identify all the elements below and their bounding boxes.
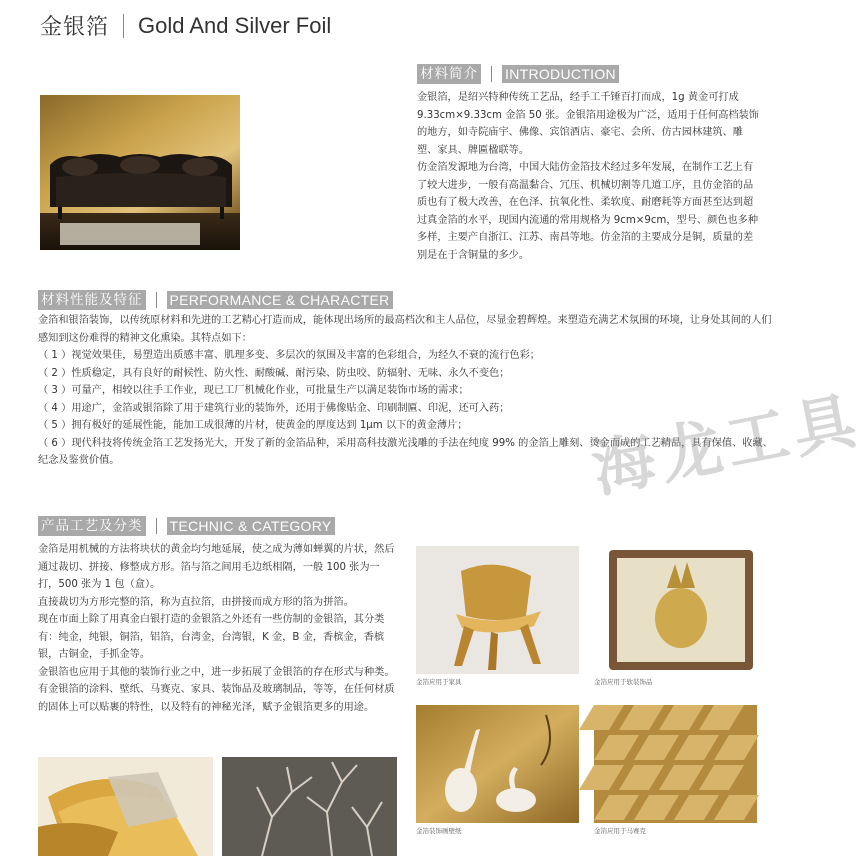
performance-item: （ 5 ）拥有极好的延展性能，能加工成很薄的片材，使黄金的厚度达到 1μm 以下的黄金薄片； xyxy=(38,420,468,431)
caption-furniture: 金箔应用于家具 xyxy=(416,678,462,686)
heading-divider xyxy=(156,518,157,534)
performance-item: （ 4 ）用途广，金箔或银箔除了用于建筑行业的装饰外，还用于佛像贴金、印刷制匾、印泥，还可入药； xyxy=(38,402,510,414)
intro-paragraph: 金银箔，是绍兴特种传统工艺品，经手工千锤百打而成，1g 黄金可打成 9.33cm×9.33cm 金箔 50 张。金银箔用途极为广泛，适用于任何高档装饰的地方，如寺院庙宇、佛像、宾馆酒店、豪宅、会所、仿古园林建筑、雕塑、家具、牌匾楹联等。 xyxy=(417,92,759,156)
technic-paragraph: 现在市面上除了用真金白银打造的金银箔之外还有一些仿制的金银箔，其分类有：纯金，纯银，铜箔，铝箔，台湾金，台湾银，K 金，B 金，香槟金，香槟银，古铜金，手抓金等。 xyxy=(38,614,385,660)
sofa-gold-wall-image xyxy=(40,95,240,250)
heading-divider xyxy=(491,66,492,82)
performance-heading-cn: 材料性能及特征 xyxy=(38,290,146,310)
caption-soft-decor: 金箔应用于软装饰品 xyxy=(594,678,653,686)
performance-item: （ 3 ）可量产，相较以往手工作业，现已工厂机械化作业，可批量生产以满足装饰市场的需求； xyxy=(38,385,469,396)
heading-divider xyxy=(156,292,157,308)
gold-chair-image xyxy=(416,546,579,674)
gilded-branches-image xyxy=(222,757,397,856)
intro-text xyxy=(417,89,762,264)
technic-text xyxy=(38,541,400,716)
performance-heading-en: PERFORMANCE & CHARACTER xyxy=(167,291,393,309)
performance-item: （ 6 ）现代科技将传统金箔工艺发扬光大，开发了新的金箔品种，采用高科技激光浅雕的手法在纯度 99% 的金箔上雕刻、烫金而成的工艺精品，具有保值、收藏、纪念及鉴赏价值。 xyxy=(38,437,773,466)
watermark: 海龙工具 xyxy=(586,382,868,507)
page-title xyxy=(40,10,331,41)
technic-heading xyxy=(38,516,335,536)
technic-paragraph: 直接裁切为方形完整的箔，称为直拉箔，由拼接而成方形的箔为拼箔。 xyxy=(38,596,354,608)
gold-mosaic-image xyxy=(594,705,757,823)
performance-intro: 金箔和银箔装饰，以传统原材料和先进的工艺精心打造而成，能体现出场所的最高档次和主人品位，尽显金碧辉煌。来塑造充满艺术氛围的环境，让身处其间的人们感知到这份难得的精神文化熏染。其特点如下： xyxy=(38,315,772,344)
title-divider xyxy=(123,14,124,38)
gold-foil-sheets-image xyxy=(38,757,213,856)
performance-item: （ 2 ）性质稳定，具有良好的耐候性、防火性、耐酸碱、耐污染、防虫咬、防辐射、无味、永久不变色； xyxy=(38,367,510,379)
page-title-en: Gold And Silver Foil xyxy=(138,12,332,38)
caption-wallpaper: 金箔装饰画壁纸 xyxy=(416,827,462,835)
intro-heading-en: INTRODUCTION xyxy=(502,65,619,83)
gold-wallpaper-egrets-image xyxy=(416,705,579,823)
caption-mosaic: 金箔应用于马赛克 xyxy=(594,827,646,835)
gold-cushion-image xyxy=(605,546,757,674)
intro-paragraph: 仿金箔发源地为台湾，中国大陆仿金箔技术经过多年发展，在制作工艺上有了较大进步，一般有高温黏合、冗压、机械切割等几道工序，且仿金箔的品质也有了极大改善，在色泽、抗氧化性、柔软度、耐磨耗等方面甚至达到超过真金箔的水平，现国内流通的常用规格为 9cm×9cm，型号、颜色也多种多样，主要产自浙江、江苏、南昌等地。仿金箔的主要成分是铜，质量的差别是在于含铜量的多少。 xyxy=(417,162,759,261)
intro-heading xyxy=(417,64,619,84)
intro-heading-cn: 材料简介 xyxy=(417,64,481,84)
performance-heading xyxy=(38,290,393,310)
technic-paragraph: 金银箔也应用于其他的装饰行业之中，进一步拓展了金银箔的存在形式与种类。有金银箔的涂料、壁纸、马赛克、家具、装饰品及玻璃制品，等等，在任何材质的固体上可以贴裹的特性，以及特有的神秘光泽，赋予金银箔更多的用途。 xyxy=(38,666,395,713)
technic-paragraph: 金箔是用机械的方法将块状的黄金均匀地延展，使之成为薄如蝉翼的片状，然后通过裁切、拼接、修整成方形。箔与箔之间用毛边纸相隔，一般 100 张为一打，500 张为 1 包（盒）。 xyxy=(38,544,395,590)
technic-heading-en: TECHNIC & CATEGORY xyxy=(167,517,335,535)
performance-item: （ 1 ）视觉效果佳，易塑造出质感丰富、肌理多变、多层次的氛围及丰富的色彩组合，为经久不衰的流行色彩； xyxy=(38,350,540,361)
page-title-cn: 金银箔 xyxy=(40,15,110,40)
technic-heading-cn: 产品工艺及分类 xyxy=(38,516,146,536)
